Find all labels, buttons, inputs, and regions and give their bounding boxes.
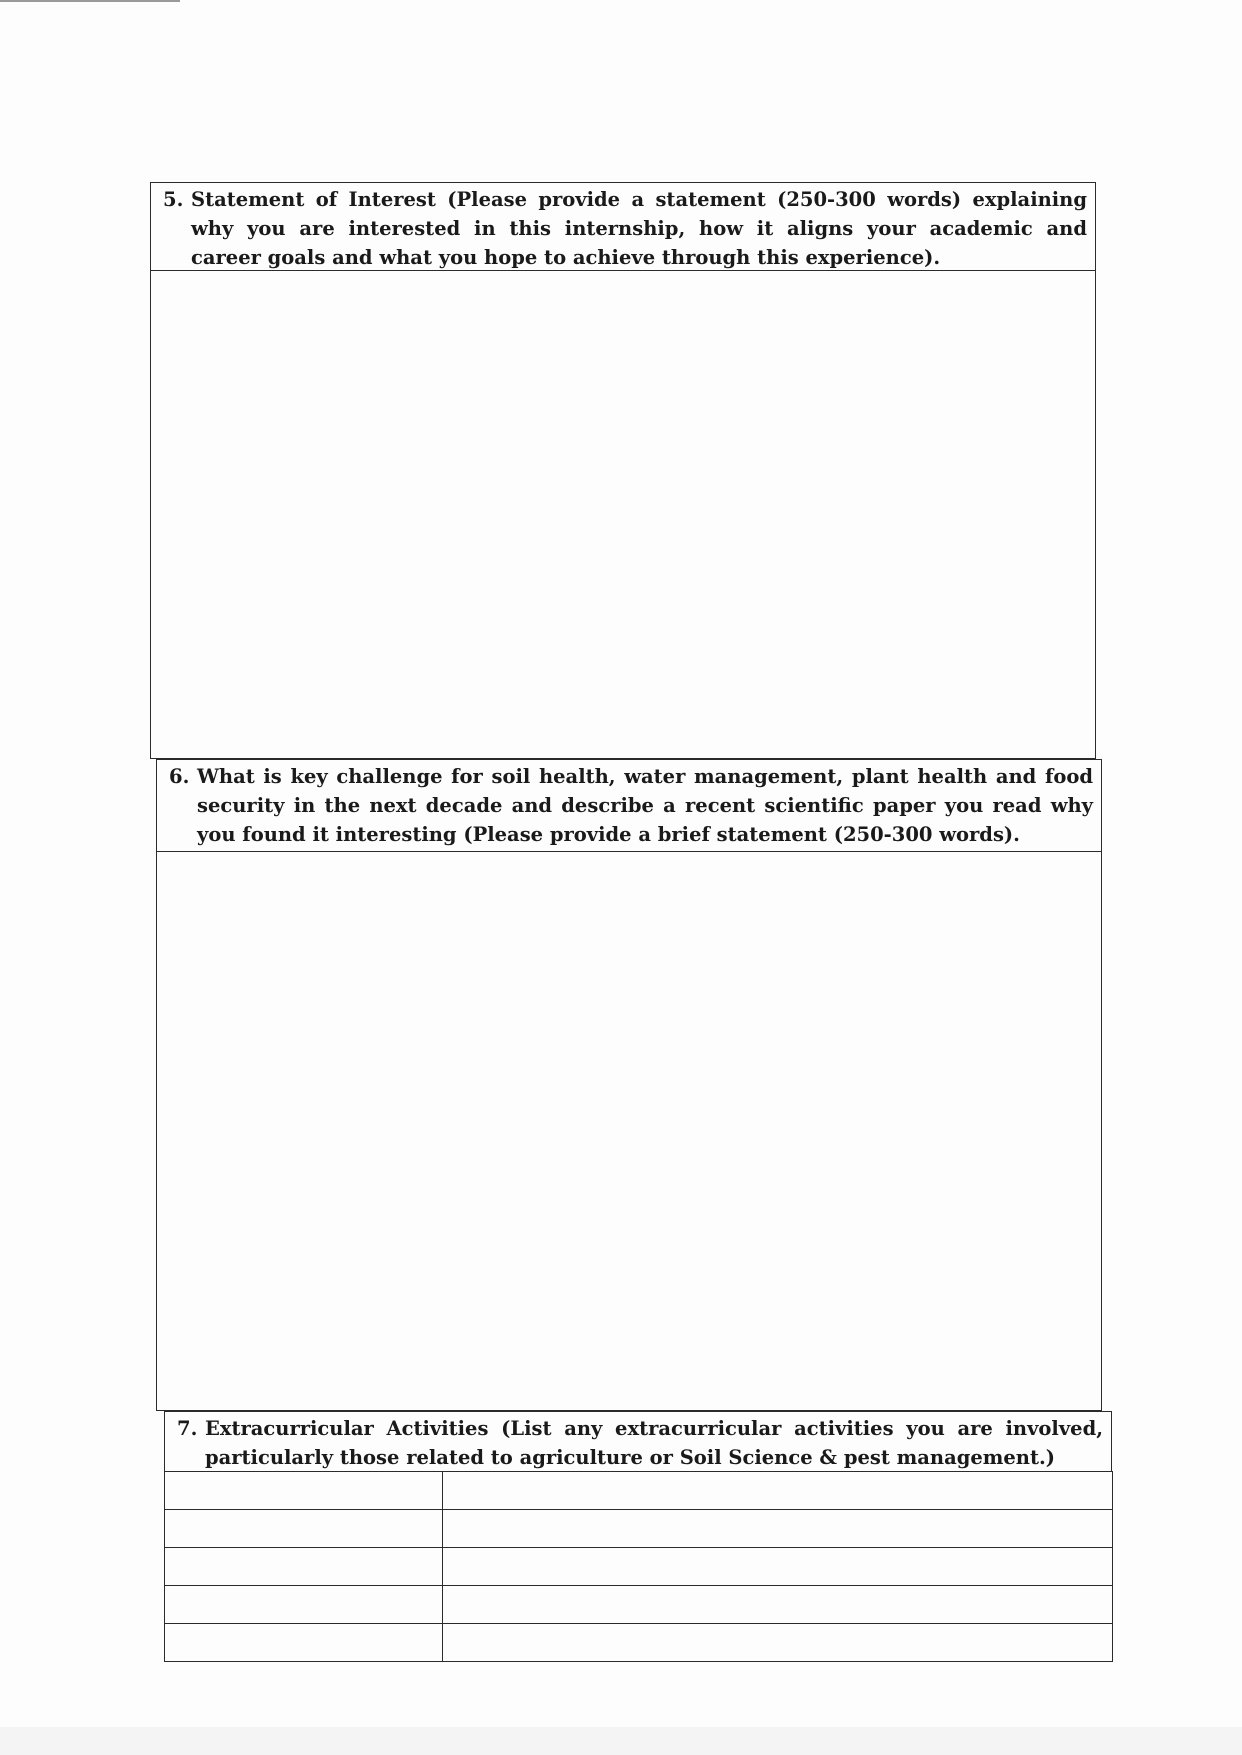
- section-7-box: [164, 1411, 1112, 1471]
- activity-details-cell[interactable]: [443, 1586, 1113, 1624]
- section-6-box: [156, 759, 1102, 1411]
- section-6-number: 6.: [169, 765, 190, 788]
- scan-edge-mark: [0, 0, 180, 2]
- section-6-answer-area[interactable]: [157, 852, 1101, 1410]
- activity-details-cell[interactable]: [443, 1472, 1113, 1510]
- section-6-line-1: What is key challenge for soil health, water management, plant health and food: [197, 765, 1093, 788]
- extracurricular-table: [164, 1471, 1113, 1662]
- section-6-line-3: you found it interesting (Please provide a brief statement (250-300 words).: [197, 823, 1020, 846]
- section-5-question: [151, 183, 1095, 271]
- activity-cell[interactable]: [165, 1472, 443, 1510]
- activity-details-cell[interactable]: [443, 1510, 1113, 1548]
- activity-cell[interactable]: [165, 1624, 443, 1662]
- section-5-line-3: career goals and what you hope to achieve through this experience).: [191, 246, 941, 269]
- activity-cell[interactable]: [165, 1548, 443, 1586]
- section-6-question: [157, 760, 1101, 852]
- scan-bottom-shade: [0, 1727, 1242, 1755]
- table-row: [165, 1624, 1113, 1662]
- section-5-answer-area[interactable]: [151, 271, 1095, 758]
- section-7-line-2: particularly those related to agriculture or Soil Science & pest management.): [205, 1446, 1055, 1469]
- activity-details-cell[interactable]: [443, 1548, 1113, 1586]
- section-5-line-1: Statement of Interest (Please provide a statement (250-300 words) explaining: [191, 188, 1087, 211]
- section-5-number: 5.: [163, 188, 184, 211]
- activity-cell[interactable]: [165, 1510, 443, 1548]
- section-7-question: [165, 1412, 1111, 1472]
- section-5-line-2: why you are interested in this internship, how it aligns your academic and: [191, 217, 1087, 240]
- section-6-line-2: security in the next decade and describe a recent scientific paper you read why: [197, 794, 1093, 817]
- activity-cell[interactable]: [165, 1586, 443, 1624]
- table-row: [165, 1548, 1113, 1586]
- table-row: [165, 1510, 1113, 1548]
- activity-details-cell[interactable]: [443, 1624, 1113, 1662]
- section-7-number: 7.: [177, 1417, 198, 1440]
- table-row: [165, 1586, 1113, 1624]
- section-5-box: [150, 182, 1096, 759]
- section-7-line-1: Extracurricular Activities (List any extracurricular activities you are involved,: [205, 1417, 1103, 1440]
- table-row: [165, 1472, 1113, 1510]
